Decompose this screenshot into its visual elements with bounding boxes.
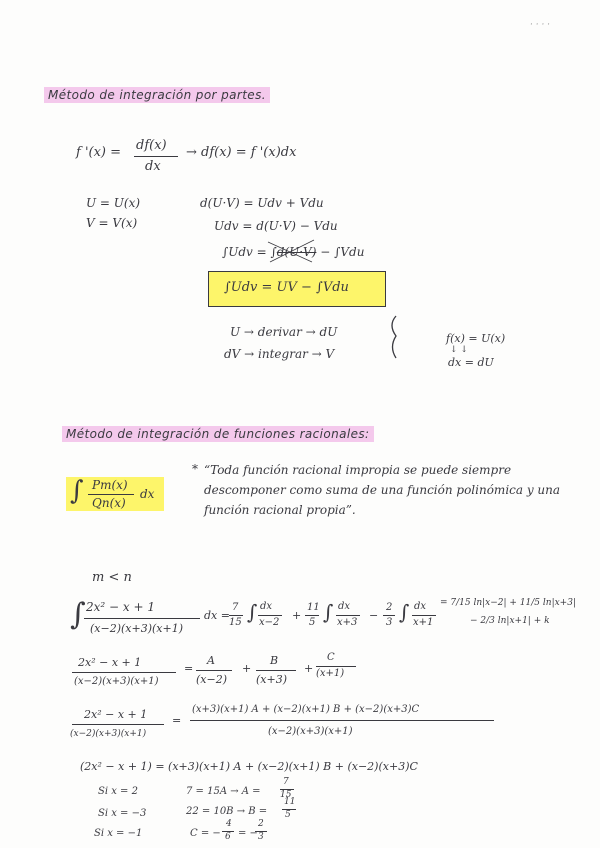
general-denominator: Qn(x) <box>92 496 126 510</box>
pf-b-numerator: B <box>270 654 279 667</box>
section-title-rational-functions: Método de integración de funciones racionales: <box>62 427 374 441</box>
rule-u-derive: U → derivar → dU <box>230 325 338 339</box>
plus-sign: + <box>304 662 314 675</box>
derivative-denominator: dx <box>145 159 161 174</box>
integral-sign: ∫ <box>247 600 258 624</box>
side-note-arrows: ↓ ↓ <box>450 345 468 355</box>
integral-sign: ∫ <box>70 476 84 506</box>
section-title-integration-by-parts: Método de integración por partes. <box>44 88 270 102</box>
integral-result-line2: − 2/3 ln|x+1| + k <box>470 616 550 626</box>
integral-sign: ∫ <box>323 600 334 624</box>
equals-sign: = <box>184 662 194 675</box>
plus-sign: + <box>242 662 252 675</box>
a-value-denominator: 15 <box>280 790 292 800</box>
substitution-1: 7 = 15A → A = <box>186 786 261 797</box>
v-definition: V = V(x) <box>86 216 138 230</box>
substitution-2-label: Si x = −3 <box>98 808 147 819</box>
pf-a-numerator: A <box>207 654 215 667</box>
c-simplified-denominator: 3 <box>258 832 264 842</box>
plus-sign: + <box>292 609 302 622</box>
coef2-denominator: 5 <box>309 617 316 628</box>
c-simplified-numerator: 2 <box>258 819 264 829</box>
example-denominator: (x−2)(x+3)(x+1) <box>90 622 184 635</box>
pf-b-denominator: (x+3) <box>256 673 288 686</box>
cancel-cross <box>268 240 314 262</box>
term1-numerator: dx <box>260 601 273 612</box>
crossed-term: d(U·V) <box>276 245 317 259</box>
differential-relation: → df(x) = f '(x)dx <box>186 145 297 160</box>
numerator-equation: (2x² − x + 1) = (x+3)(x+1) A + (x−2)(x+1) B + (x−2)(x+3)C <box>80 760 418 773</box>
curly-brace <box>392 316 396 358</box>
c-value-denominator: 6 <box>225 832 231 842</box>
term1-denominator: x−2 <box>259 617 280 628</box>
integrated-step: ∫Udv = ∫d(U·V) − ∫Vdu <box>222 245 365 259</box>
coef1-denominator: 15 <box>229 617 242 628</box>
derivative-numerator: df(x) <box>136 138 167 153</box>
example-dx-eq: dx = <box>204 609 230 622</box>
pf-c-numerator: C <box>327 652 335 663</box>
minus-sign: − <box>369 609 379 622</box>
derivative-lhs: f '(x) = <box>76 145 122 160</box>
substitution-1-label: Si x = 2 <box>98 786 138 797</box>
a-value-numerator: 7 <box>283 777 289 787</box>
b-value-denominator: 5 <box>285 810 291 820</box>
side-note-function: f(x) = U(x) <box>446 332 506 345</box>
u-definition: U = U(x) <box>86 196 141 210</box>
pf-c-denominator: (x+1) <box>316 668 345 679</box>
coef3-numerator: 2 <box>386 602 393 613</box>
equals-minus: = − <box>238 828 258 839</box>
cd-rhs-denominator: (x−2)(x+3)(x+1) <box>268 726 353 737</box>
rule-dv-integrate: dV → integrar → V <box>224 347 335 361</box>
general-numerator: Pm(x) <box>92 478 128 492</box>
quote-star: * <box>192 462 198 476</box>
cd-lhs-denominator: (x−2)(x+3)(x+1) <box>70 729 147 739</box>
cd-rhs-numerator: (x+3)(x+1) A + (x−2)(x+1) B + (x−2)(x+3)C <box>192 704 420 715</box>
equals-sign: = <box>172 714 182 727</box>
term3-numerator: dx <box>414 601 427 612</box>
general-dx: dx <box>140 487 155 501</box>
boxed-formula: ∫Udv = UV − ∫Vdu <box>224 280 349 295</box>
corner-marks: · · · · <box>530 20 551 30</box>
rearranged-step: Udv = d(U·V) − Vdu <box>214 219 338 233</box>
integral-sign: ∫ <box>399 600 410 624</box>
degree-condition: m < n <box>92 570 132 585</box>
pf-a-denominator: (x−2) <box>196 673 228 686</box>
integral-sign: ∫ <box>70 597 86 632</box>
substitution-3: C = − <box>190 828 221 839</box>
term2-denominator: x+3 <box>337 617 358 628</box>
coef3-denominator: 3 <box>386 617 393 628</box>
term2-numerator: dx <box>338 601 351 612</box>
substitution-2: 22 = 10B → B = <box>186 806 268 817</box>
product-rule-step: d(U·V) = Udv + Vdu <box>200 196 324 210</box>
example-numerator: 2x² − x + 1 <box>86 600 155 614</box>
pf-lhs-numerator: 2x² − x + 1 <box>78 656 142 669</box>
improper-rational-quote: “Toda función racional impropia se puede siempre descomponer como suma de una función polinómica y una función racional propia”. <box>204 463 561 517</box>
integral-result-line1: = 7/15 ln|x−2| + 11/5 ln|x+3| <box>440 598 576 608</box>
side-note-differentials: dx = dU <box>448 356 494 369</box>
coef1-numerator: 7 <box>232 602 239 613</box>
term3-denominator: x+1 <box>413 617 434 628</box>
substitution-3-label: Si x = −1 <box>94 828 143 839</box>
c-value-numerator: 4 <box>226 819 232 829</box>
cd-lhs-numerator: 2x² − x + 1 <box>84 708 148 721</box>
pf-lhs-denominator: (x−2)(x+3)(x+1) <box>74 676 159 687</box>
b-value-numerator: 11 <box>284 797 296 807</box>
coef2-numerator: 11 <box>307 602 320 613</box>
